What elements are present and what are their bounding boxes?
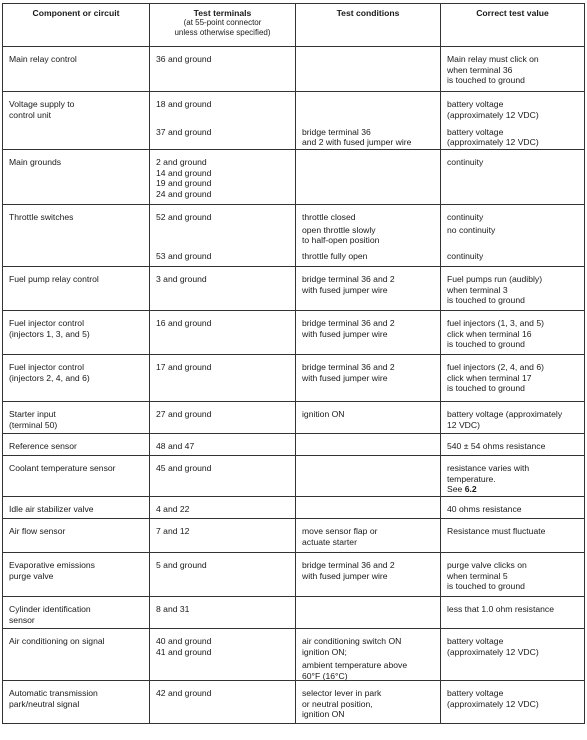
conditions-text: bridge terminal 36 and 2 [302, 362, 395, 372]
terminals-cell [150, 681, 296, 724]
component-cell [3, 47, 150, 92]
conditions-cell [296, 629, 441, 681]
component-text: Cylinder identification [9, 604, 91, 614]
component-text: Reference sensor [9, 441, 77, 451]
conditions-cell [296, 311, 441, 355]
value-text: 40 ohms resistance [447, 504, 522, 514]
value-text: resistance varies with [447, 463, 530, 473]
conditions-text: throttle closed [302, 212, 356, 222]
table-row [3, 519, 585, 553]
conditions-cell [296, 402, 441, 434]
component-cell [3, 519, 150, 553]
conditions-text: to half-open position [302, 235, 380, 246]
terminals-cell [150, 402, 296, 434]
conditions-cell [296, 47, 441, 92]
conditions-cell [296, 434, 441, 456]
component-text: Fuel injector control [9, 318, 84, 328]
conditions-text: actuate starter [302, 536, 357, 547]
value-text: See 6.2 [447, 484, 477, 495]
table-row [3, 553, 585, 597]
value-text: click when terminal 17 [447, 372, 532, 383]
table-row [3, 150, 585, 205]
value-text: battery voltage [447, 126, 504, 137]
conditions-cell [296, 553, 441, 597]
value-cell [441, 267, 585, 311]
terminals-text: 7 and 12 [156, 526, 190, 536]
value-text: is touched to ground [447, 295, 525, 306]
value-cell [441, 150, 585, 205]
value-text: Main relay must click on [447, 54, 539, 64]
conditions-text: move sensor flap or [302, 526, 378, 536]
conditions-cell [296, 497, 441, 519]
terminals-text: 17 and ground [156, 362, 212, 372]
component-cell [3, 434, 150, 456]
terminals-text: 48 and 47 [156, 441, 195, 451]
terminals-cell [150, 150, 296, 205]
terminals-cell [150, 434, 296, 456]
table-row [3, 355, 585, 402]
value-text: (approximately 12 VDC) [447, 646, 539, 657]
value-cell [441, 597, 585, 629]
conditions-text: ignition ON; [302, 646, 347, 657]
component-cell [3, 311, 150, 355]
terminals-cell [150, 205, 296, 267]
value-text: (approximately 12 VDC) [447, 137, 539, 148]
conditions-cell [296, 597, 441, 629]
value-text: no continuity [447, 224, 496, 235]
component-text: control unit [9, 109, 52, 120]
conditions-text: with fused jumper wire [302, 284, 388, 295]
component-cell [3, 150, 150, 205]
component-text: park/neutral signal [9, 698, 80, 709]
conditions-cell [296, 267, 441, 311]
terminals-text: 8 and 31 [156, 604, 190, 614]
header-terminals: Test terminals (at 55-point connector unless otherwise specified) [150, 4, 296, 47]
table-row [3, 267, 585, 311]
value-cell [441, 205, 585, 267]
component-text: Throttle switches [9, 212, 74, 222]
table-row [3, 456, 585, 497]
conditions-cell [296, 92, 441, 150]
conditions-text: 60°F (16°C) [302, 670, 348, 681]
component-cell [3, 497, 150, 519]
table-row [3, 92, 585, 150]
terminals-cell [150, 553, 296, 597]
section-reference: 6.2 [464, 484, 477, 495]
value-text: when terminal 5 [447, 570, 508, 581]
terminals-cell [150, 267, 296, 311]
terminals-cell [150, 629, 296, 681]
value-text: fuel injectors (2, 4, and 6) [447, 362, 544, 372]
conditions-text: bridge terminal 36 [302, 126, 371, 137]
component-text: Fuel injector control [9, 362, 84, 372]
value-cell [441, 629, 585, 681]
conditions-text: bridge terminal 36 and 2 [302, 560, 395, 570]
terminals-text: 5 and ground [156, 560, 207, 570]
terminals-text: 27 and ground [156, 409, 212, 419]
component-cell [3, 355, 150, 402]
header-value: Correct test value [441, 4, 585, 47]
component-cell [3, 456, 150, 497]
value-text: 540 ± 54 ohms resistance [447, 441, 546, 451]
conditions-text: or neutral position, [302, 698, 373, 709]
conditions-text: ignition ON [302, 709, 345, 720]
component-text: Air conditioning on signal [9, 636, 105, 646]
value-cell [441, 519, 585, 553]
value-text: battery voltage (approximately [447, 409, 563, 419]
conditions-text: throttle fully open [302, 251, 368, 262]
value-text: fuel injectors (1, 3, and 5) [447, 318, 544, 328]
value-text: continuity [447, 212, 484, 222]
conditions-text: bridge terminal 36 and 2 [302, 274, 395, 284]
value-text: battery voltage [447, 99, 504, 109]
value-cell [441, 402, 585, 434]
terminals-text: 4 and 22 [156, 504, 190, 514]
terminals-text: 45 and ground [156, 463, 212, 473]
component-text: Fuel pump relay control [9, 274, 99, 284]
conditions-text: open throttle slowly [302, 224, 376, 235]
table-row [3, 629, 585, 681]
terminals-cell [150, 47, 296, 92]
value-text: Fuel pumps run (audibly) [447, 274, 543, 284]
conditions-text: with fused jumper wire [302, 328, 388, 339]
conditions-cell [296, 150, 441, 205]
terminals-text: 37 and ground [156, 126, 212, 137]
table-row [3, 497, 585, 519]
component-text: (injectors 2, 4, and 6) [9, 372, 90, 383]
table-row [3, 205, 585, 267]
terminals-text: 3 and ground [156, 274, 207, 284]
conditions-text: with fused jumper wire [302, 570, 388, 581]
value-cell [441, 553, 585, 597]
value-cell [441, 456, 585, 497]
terminals-cell [150, 497, 296, 519]
conditions-cell [296, 456, 441, 497]
terminals-text: 24 and ground [156, 188, 212, 199]
value-cell [441, 311, 585, 355]
conditions-text: air conditioning switch ON [302, 636, 402, 646]
table-row [3, 311, 585, 355]
component-text: purge valve [9, 570, 54, 581]
component-text: Evaporative emissions [9, 560, 95, 570]
component-text: Voltage supply to [9, 99, 75, 109]
value-cell [441, 47, 585, 92]
component-cell [3, 402, 150, 434]
table-row [3, 681, 585, 724]
conditions-text: with fused jumper wire [302, 372, 388, 383]
value-text: when terminal 36 [447, 64, 513, 75]
conditions-cell [296, 355, 441, 402]
terminals-text: 42 and ground [156, 688, 212, 698]
component-text: Main grounds [9, 157, 62, 167]
header-row [3, 4, 585, 47]
component-text: Main relay control [9, 54, 77, 64]
value-cell [441, 355, 585, 402]
value-text: temperature. [447, 473, 496, 484]
value-cell [441, 497, 585, 519]
terminals-text: 53 and ground [156, 251, 212, 262]
value-text: is touched to ground [447, 75, 525, 86]
value-text: 12 VDC) [447, 419, 480, 430]
component-text: Air flow sensor [9, 526, 66, 536]
terminals-text: 19 and ground [156, 178, 212, 189]
terminals-cell [150, 311, 296, 355]
value-text: continuity [447, 157, 484, 167]
value-text: battery voltage [447, 636, 504, 646]
component-cell [3, 92, 150, 150]
header-conditions: Test conditions [296, 4, 441, 47]
test-table [2, 3, 585, 724]
terminals-note-2: unless otherwise specified) [174, 28, 271, 37]
component-cell [3, 267, 150, 311]
component-text: sensor [9, 614, 35, 625]
component-cell [3, 597, 150, 629]
component-text: Automatic transmission [9, 688, 98, 698]
conditions-text: ambient temperature above [302, 660, 408, 671]
terminals-text: 36 and ground [156, 54, 212, 64]
table-row [3, 597, 585, 629]
value-text: is touched to ground [447, 383, 525, 394]
value-text: (approximately 12 VDC) [447, 109, 539, 120]
conditions-text: bridge terminal 36 and 2 [302, 318, 395, 328]
component-text: Starter input [9, 409, 56, 419]
terminals-text: 14 and ground [156, 167, 212, 178]
terminals-cell [150, 92, 296, 150]
table-row [3, 402, 585, 434]
header-component: Component or circuit [3, 4, 150, 47]
conditions-text: and 2 with fused jumper wire [302, 137, 412, 148]
value-cell [441, 434, 585, 456]
table-row [3, 434, 585, 456]
value-cell [441, 681, 585, 724]
value-text: battery voltage [447, 688, 504, 698]
conditions-cell [296, 681, 441, 724]
component-text: (terminal 50) [9, 419, 58, 430]
terminals-text: 18 and ground [156, 99, 212, 109]
terminals-text: 16 and ground [156, 318, 212, 328]
value-text: is touched to ground [447, 581, 525, 592]
conditions-cell [296, 519, 441, 553]
terminals-text: 2 and ground [156, 157, 207, 167]
terminals-note-1: (at 55-point connector [183, 18, 262, 27]
conditions-cell [296, 205, 441, 267]
component-text: (injectors 1, 3, and 5) [9, 328, 90, 339]
value-text: Resistance must fluctuate [447, 526, 546, 536]
component-text: Coolant temperature sensor [9, 463, 116, 473]
component-text: Idle air stabilizer valve [9, 504, 94, 514]
component-cell [3, 553, 150, 597]
value-text: when terminal 3 [447, 284, 508, 295]
terminals-text: 40 and ground [156, 636, 212, 646]
value-cell [441, 92, 585, 150]
component-cell [3, 681, 150, 724]
value-text: less that 1.0 ohm resistance [447, 604, 554, 614]
value-text: is touched to ground [447, 339, 525, 350]
value-text: purge valve clicks on [447, 560, 527, 570]
value-text: (approximately 12 VDC) [447, 698, 539, 709]
terminals-text: 41 and ground [156, 646, 212, 657]
terminals-cell [150, 355, 296, 402]
value-text: click when terminal 16 [447, 328, 532, 339]
component-cell [3, 205, 150, 267]
conditions-text: ignition ON [302, 409, 345, 419]
terminals-text: 52 and ground [156, 212, 212, 222]
terminals-cell [150, 456, 296, 497]
conditions-text: selector lever in park [302, 688, 382, 698]
terminals-cell [150, 597, 296, 629]
component-cell [3, 629, 150, 681]
table-row [3, 47, 585, 92]
value-text: continuity [447, 251, 484, 262]
terminals-cell [150, 519, 296, 553]
